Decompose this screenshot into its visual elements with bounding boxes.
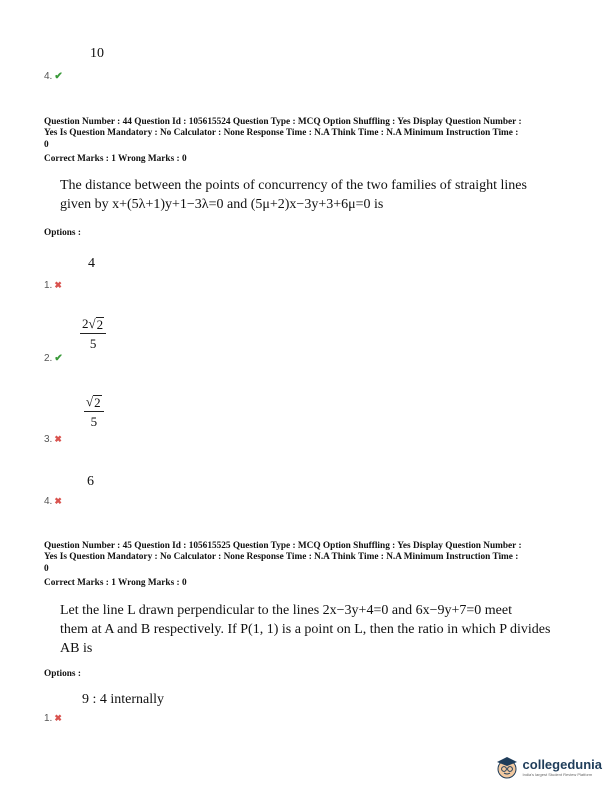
- logo-name: collegedunia: [522, 757, 602, 772]
- check-icon: ✔: [54, 353, 63, 364]
- q44-option-1-label: 1.: [44, 280, 53, 291]
- fraction-denominator: 5: [90, 414, 98, 429]
- q44-meta-line3: 0: [44, 139, 49, 150]
- cross-icon: ✖: [54, 496, 62, 506]
- fraction-denominator: 5: [89, 336, 97, 351]
- q44-option-3-value: [84, 393, 104, 429]
- q44-option-4[interactable]: [44, 496, 62, 507]
- q44-meta: [44, 117, 574, 151]
- q45-options-label: Options :: [44, 669, 81, 679]
- radicand: 2: [94, 395, 101, 410]
- q44-option-3-label: 3.: [44, 434, 53, 445]
- q44-question-line2: given by x+(5λ+1)y+1−3λ=0 and (5μ+2)x−3y+3+6μ=0 is: [60, 197, 384, 212]
- prev-option-4-label: 4.: [44, 71, 53, 82]
- q45-question-text: [60, 601, 560, 658]
- q44-marks: Correct Marks : 1 Wrong Marks : 0: [44, 154, 187, 164]
- mascot-icon: [494, 754, 520, 780]
- fraction-numerator: [84, 394, 104, 412]
- q44-option-2[interactable]: [44, 353, 63, 364]
- q45-question-line1: Let the line L drawn perpendicular to the lines 2x−3y+4=0 and 6x−9y+7=0 meet: [60, 603, 512, 618]
- cross-icon: ✖: [54, 713, 62, 723]
- coefficient: 2: [82, 316, 89, 331]
- prev-option-4: [44, 71, 63, 82]
- radical-icon: √: [88, 316, 96, 331]
- fraction-numerator: [80, 316, 106, 334]
- q44-question-text: [60, 176, 560, 214]
- cross-icon: ✖: [54, 434, 62, 444]
- q45-meta-line3: 0: [44, 563, 49, 574]
- q45-meta: [44, 541, 574, 575]
- q44-option-3[interactable]: [44, 434, 62, 445]
- fraction: [80, 316, 106, 351]
- q45-question-line3: AB is: [60, 641, 93, 656]
- q45-marks: Correct Marks : 1 Wrong Marks : 0: [44, 578, 187, 588]
- check-icon: ✔: [54, 71, 63, 82]
- q44-meta-line1: Question Number : 44 Question Id : 105615524 Question Type : MCQ Option Shuffling : Yes Display Question Number :: [44, 117, 522, 127]
- q45-option-1[interactable]: [44, 713, 62, 724]
- q44-option-1-value: 4: [88, 256, 95, 271]
- q45-option-1-value: 9 : 4 internally: [82, 692, 165, 707]
- square-root: [89, 316, 105, 331]
- q44-option-2-label: 2.: [44, 353, 53, 364]
- prev-option-4-value: 10: [90, 46, 104, 61]
- q44-option-2-value: [80, 315, 106, 351]
- q44-option-4-value: 6: [87, 474, 94, 489]
- q45-meta-line2: Yes Is Question Mandatory : No Calculator : None Response Time : N.A Think Time : N.A Minimum Instruction Time :: [44, 552, 519, 563]
- q44-question-line1: The distance between the points of concurrency of the two families of straight lines: [60, 178, 527, 193]
- radical-icon: √: [86, 394, 94, 409]
- q45-question-line2: them at A and B respectively. If P(1, 1) is a point on L, then the ratio in which P divides: [60, 622, 551, 637]
- radicand: 2: [96, 317, 104, 332]
- q44-option-4-label: 4.: [44, 496, 53, 507]
- q45-meta-line1: Question Number : 45 Question Id : 105615525 Question Type : MCQ Option Shuffling : Yes Display Question Number :: [44, 541, 522, 551]
- fraction: [84, 394, 104, 429]
- square-root: [86, 394, 102, 409]
- cross-icon: ✖: [54, 280, 62, 290]
- q44-option-1[interactable]: [44, 280, 62, 291]
- q44-meta-line2: Yes Is Question Mandatory : No Calculator : None Response Time : N.A Think Time : N.A Minimum Instruction Time :: [44, 128, 519, 139]
- q45-option-1-label: 1.: [44, 713, 53, 724]
- q44-options-label: Options :: [44, 228, 81, 238]
- logo-tagline: India's largest Student Review Platform: [522, 772, 593, 777]
- collegedunia-logo: [494, 754, 602, 780]
